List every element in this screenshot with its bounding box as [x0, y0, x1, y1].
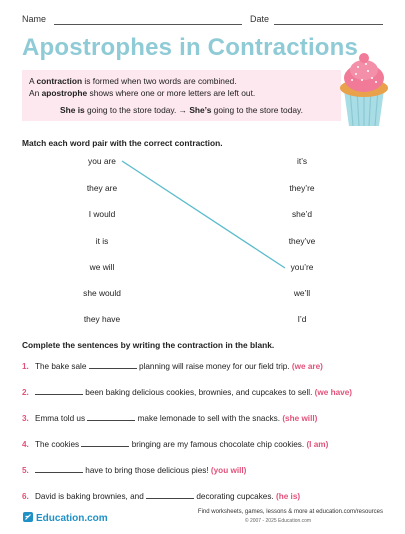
answer-blank[interactable] [146, 492, 194, 499]
left-word[interactable]: we will [89, 262, 115, 272]
left-word[interactable]: they have [83, 314, 121, 324]
date-label: Date [250, 14, 270, 24]
sentence-1: 1. The bake sale planning will raise money for our field trip. (we are) [22, 362, 323, 371]
sentence-4: 4. The cookies bringing are my famous chocolate chip cookies. (I am) [22, 440, 329, 449]
answer-blank[interactable] [35, 388, 83, 395]
right-word[interactable]: you’re [290, 262, 314, 272]
answer-blank[interactable] [87, 414, 135, 421]
complete-section-title: Complete the sentences by writing the contraction in the blank. [22, 340, 275, 350]
left-word[interactable]: you are [88, 156, 116, 166]
education-logo[interactable]: Education.com [22, 511, 108, 524]
right-word[interactable]: I’d [297, 314, 307, 324]
right-word[interactable]: we’ll [293, 288, 311, 298]
answer-blank[interactable] [81, 440, 129, 447]
right-word[interactable]: they’ve [288, 236, 316, 246]
footer-text: Find worksheets, games, lessons & more at education.com/resources [197, 509, 383, 515]
sentence-3: 3. Emma told us make lemonade to sell with the snacks. (she will) [22, 414, 318, 423]
answer-blank[interactable] [35, 466, 83, 473]
footer-copyright: © 2007 - 2025 Education.com [244, 518, 312, 524]
right-word[interactable]: it’s [296, 156, 308, 166]
match-section-title: Match each word pair with the correct contraction. [22, 138, 223, 148]
intro-example: She is going to the store today. → She’s going to the store today. [60, 105, 303, 115]
intro-line-2: An apostrophe shows where one or more letters are left out. [29, 88, 256, 98]
sentence-2: 2. been baking delicious cookies, brownies, and cupcakes to sell. (we have) [22, 388, 352, 397]
right-word[interactable]: she’d [291, 209, 313, 219]
answer-blank[interactable] [89, 362, 137, 369]
logo-icon [22, 511, 34, 523]
left-word[interactable]: she would [83, 288, 121, 298]
right-word[interactable]: they’re [289, 183, 315, 193]
left-word[interactable]: it is [95, 236, 109, 246]
page-title: Apostrophes in Contractions [22, 34, 359, 61]
intro-line-1: A contraction is formed when two words are combined. [29, 76, 237, 86]
left-word[interactable]: I would [88, 209, 116, 219]
sentence-6: 6. David is baking brownies, and decorating cupcakes. (he is) [22, 492, 301, 501]
sentence-5: 5. have to bring those delicious pies! (you will) [22, 466, 247, 475]
left-word[interactable]: they are [86, 183, 118, 193]
name-label: Name [22, 14, 47, 24]
